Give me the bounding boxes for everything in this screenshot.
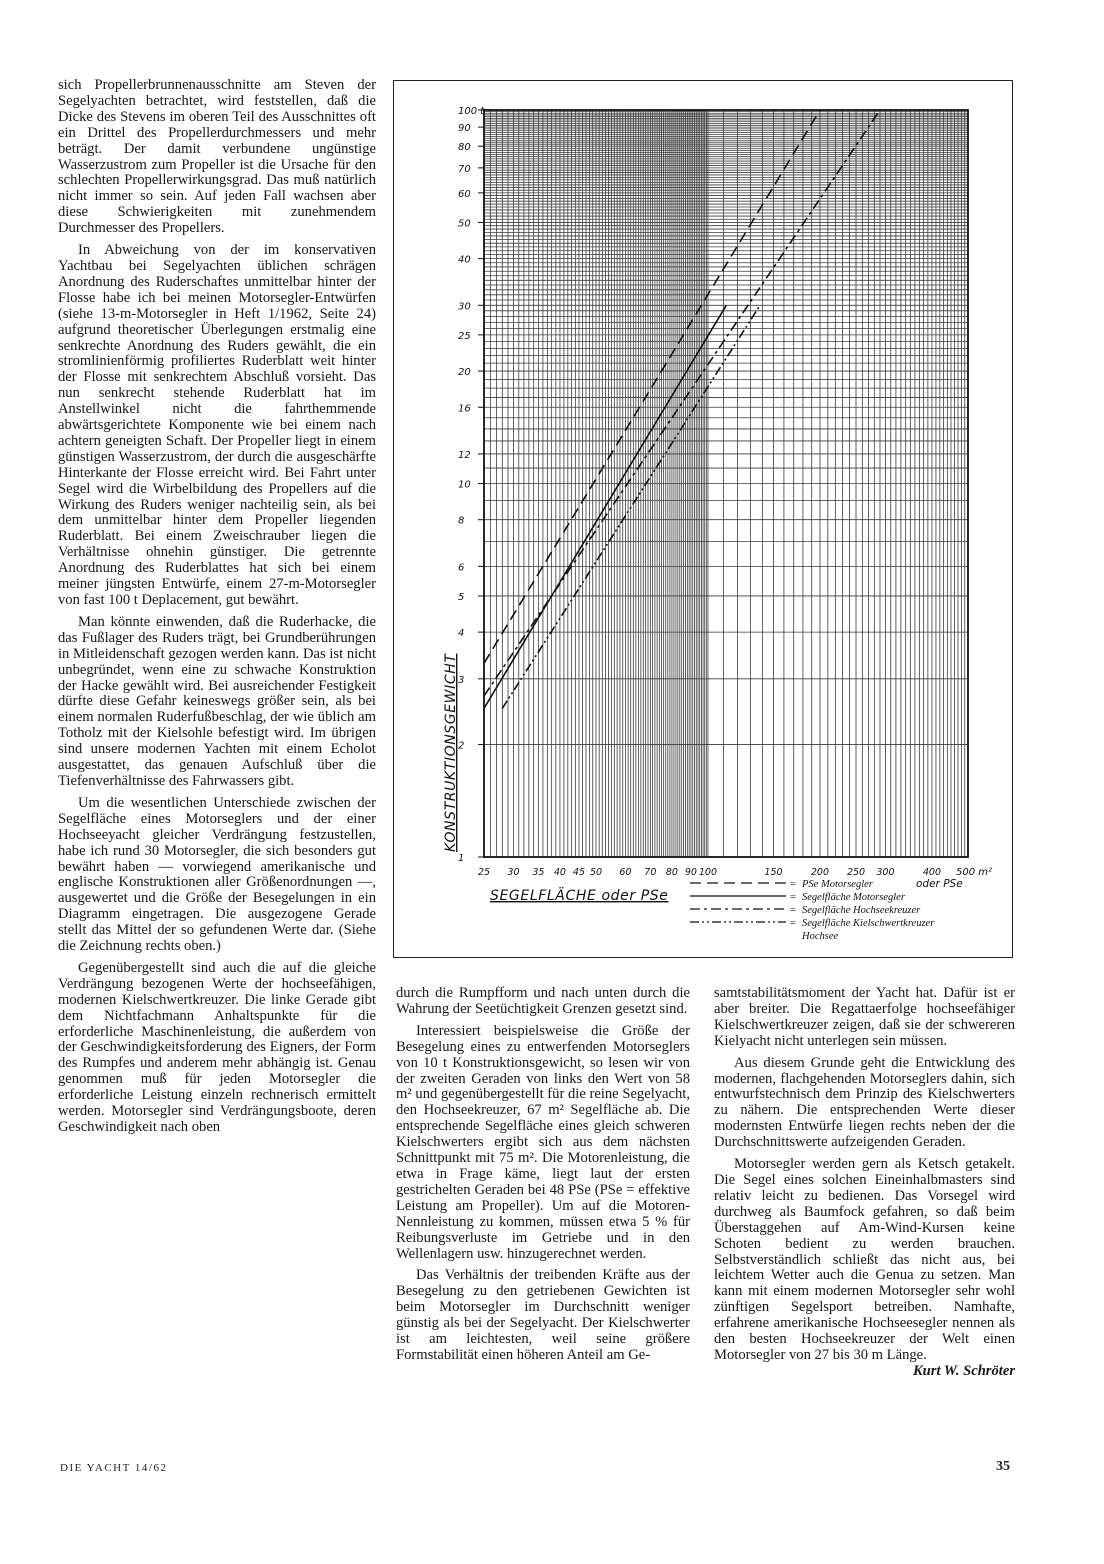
x-tick-label: 300	[876, 867, 895, 878]
y-tick-label: 25	[458, 330, 471, 342]
y-tick-label: 8	[458, 515, 465, 527]
legend-equals: =	[790, 879, 796, 890]
x-axis-title: SEGELFLÄCHE oder PSe	[490, 888, 669, 904]
x-tick-label: 35	[532, 867, 545, 878]
legend-equals: =	[790, 892, 796, 903]
x-tick-label: 25	[477, 867, 491, 878]
y-tick-label: 2	[458, 740, 465, 752]
y-tick-label: 40	[458, 254, 471, 266]
chart-svg	[394, 81, 1012, 957]
y-tick-label: 4	[458, 628, 465, 640]
y-tick-label: 6	[458, 562, 465, 574]
y-tick-label: 10	[458, 479, 471, 491]
x-tick-label: 150	[764, 867, 783, 878]
x-tick-label: 80	[665, 867, 678, 878]
x-tick-label: 30	[507, 867, 520, 878]
legend-label-4: Segelfläche Kielschwertkreuzer Hochsee	[802, 918, 935, 942]
y-tick-label: 50	[458, 218, 471, 230]
author-signature: Kurt W. Schröter	[912, 1362, 1015, 1379]
x-tick-label: 45	[572, 867, 586, 878]
right-column-paragraph: samtstabilitätsmoment der Yacht hat. Dafür ist er aber breiter. Die Regattaerfolge hochseefähiger Kielschwertkreuzer zeigen, daß sie der schwereren Kielyacht nicht unterlegen sein müssen.	[714, 985, 1015, 1049]
legend-equals: =	[790, 905, 796, 916]
x-tick-label: 400	[922, 867, 942, 878]
y-tick-label: 5	[458, 591, 465, 603]
series-line-4	[502, 305, 760, 708]
middle-column-paragraph: Interessiert beispielsweise die Größe der Besegelung eines zu entwerfenden Motorseglers von 10 t Konstruktionsgewicht, so lesen wir von der zweiten Geraden von links den Wert von 58 m² und gegenübergestellt für die reine Segelyacht, den Hochseekreuzer, 67 m² Segelfläche ab. Die entsprechende Segelfläche eines gleich schweren Kielschwerters ergibt sich aus dem nächsten Schnittpunkt mit 75 m². Die Motorenleistung, die etwa in Frage käme, liegt laut der ersten gestrichelten Geraden bei 48 PSe (PSe = effektive Leistung am Propeller). Um auf die Motoren-Nennleistung zu kommen, müssen etwa 5 % für Reibungsverluste im Getriebe und in den Wellenlagern usw. hinzugerechnet werden.	[396, 1022, 690, 1262]
right-column-paragraph: Motorsegler werden gern als Ketsch getakelt. Die Segel eines solchen Eineinhalbmasters sind relativ leicht zu bedienen. Das Vorsegel wird durchweg als Baumfock gefahren, so daß beim Überstaggehen auf Am-Wind-Kursen keine Schoten bedient zu werden brauchen. Selbstverständlich schließt das nicht aus, bei leichtem Wetter auch die Genua zu setzen. Man kann mit einem modernen Motorsegler sehr wohl zünftigen Segelsport betreiben. Namhafte, erfahrene amerikanische Hochseesegler nennen als den besten Hochseekreuzer der Welt einen Motorsegler von 27 bis 30 m Länge. Kurt W. Schröter	[714, 1156, 1015, 1379]
y-tick-label: 3	[458, 674, 465, 686]
y-tick-label: 16	[458, 403, 471, 415]
left-column-paragraph: Man könnte einwenden, daß die Ruderhacke, die das Fußlager des Ruders trägt, bei Grundberührungen in Mitleidenschaft gezogen werden kann. Das ist nicht unbegründet, wenn eine zu schwache Konstruktion der Hacke gewählt wird. Bei ausreichender Festigkeit dürfte diese Gefahr keineswegs größer sein, als bei einem normalen Ruderfußbeschlag, der wie üblich am Totholz mit der Kielsohle befestigt wird. Im übrigen sind unsere modernen Yachten mit einem Echolot ausgestattet, das genauen Aufschluß über die Tiefenverhältnisse des Fahrwassers gibt.	[58, 613, 376, 789]
right-column-paragraph: Aus diesem Grunde geht die Entwicklung des modernen, flachgehenden Motorseglers dahin, sich entwurfstechnisch dem Prinzip des Kielschwerters zu nähern. Die entsprechenden Werte dieser modernsten Entwürfe liegen rechts neben der die Durchschnittswerte aufzeigenden Geraden.	[714, 1054, 1015, 1151]
x-tick-label: 40	[553, 867, 566, 878]
text-column-left	[58, 78, 376, 1142]
text-column-right	[714, 986, 1015, 1380]
y-tick-label: 1	[458, 853, 465, 864]
y-tick-label: 90	[458, 123, 471, 135]
page-number: 35	[996, 1459, 1010, 1474]
y-tick-label: 12	[458, 449, 471, 461]
x-tick-label: 100	[698, 867, 718, 878]
left-column-paragraph: Gegenübergestellt sind auch die auf die gleiche Verdrängung bezogenen Werte der hochseefähigen, modernen Kielschwertkreuzer. Die linke Gerade gibt dem Nichtfachmann Anhaltspunkte für die erforderliche Maschinenleistung, die außerdem von der Geschwindigkeitsforderung des Eigners, der Form des Rumpfes und anderem mehr abhängig ist. Genau genommen muß für jeden Motorsegler die erforderliche Leistung einzeln rechnerisch ermittelt werden. Motorsegler sind Verdrängungsboote, deren Geschwindigkeit nach oben	[58, 959, 376, 1135]
x-tick-label: 90	[684, 867, 697, 878]
footer-journal-title: DIE YACHT 14/62	[60, 1462, 168, 1474]
y-tick-label: 80	[458, 142, 471, 154]
text-column-middle	[396, 986, 690, 1370]
y-axis-title: KONSTRUKTIONSGEWICHT	[443, 653, 459, 852]
y-tick-label: 20	[458, 367, 471, 379]
legend-label-1: PSe Motorsegler	[802, 879, 873, 890]
x-tick-label: 50	[589, 867, 603, 878]
x-tick-label: 70	[644, 867, 657, 878]
left-column-paragraph: In Abweichung von der im konservativen Yachtbau bei Segelyachten üblichen schrägen Anordnung des Ruderschaftes unmittelbar hinter der Flosse habe ich bei meinen Motorsegler-Entwürfen (siehe 13-m-Motorsegler in Heft 1/1962, Seite 24) aufgrund theoretischer Überlegungen erstmalig eine senkrechte Anordnung des Ruders gewählt, die ein stromlinienförmig profiliertes Ruderblatt weit hinter der Flosse mit senkrechtem Abschluß vorsieht. Das nun senkrecht stehende Ruderblatt hat im Anstellwinkel nicht die fahrthemmende abwärtsgerichtete Komponente wie bei einem nach achtern geneigten Schaft. Der Propeller liegt in einem günstigen Wasserzustrom, der durch die ausgeschärfte Hinterkante der Flosse erreicht wird. Bei Fahrt unter Segel wird die Wirbelbildung des Propellers auf die Wirkung des Ruders weniger nachteilig sein, als bei dem unmittelbar hinter dem Propeller liegenden Ruderblatt. Bei einem Zweischrauber liegen die Verhältnisse ohnehin günstiger. Die getrennte Anordnung des Ruderblattes hat sich bei einem meiner jüngsten Entwürfe, einem 27-m-Motorsegler von fast 100 t Deplacement, gut bewährt.	[58, 242, 376, 608]
legend-label-3: Segelfläche Hochseekreuzer	[802, 905, 921, 916]
y-tick-label: 70	[458, 163, 471, 175]
x-tick-label: 250	[846, 867, 866, 878]
middle-column-paragraph: Das Verhältnis der treibenden Kräfte aus der Besegelung zu den getriebenen Gewichten ist beim Motorsegler im Durchschnitt weniger günstig als bei der Segelyacht. Der Kielschwerter ist am leichtesten, weil seine größere Formstabilität einen höheren Anteil am Ge-	[396, 1267, 690, 1363]
left-column-paragraph: Um die wesentlichen Unterschiede zwischen der Segelfläche eines Motorseglers und der einer Hochseeyacht gleicher Verdrängung festzustellen, habe ich rund 30 Motorsegler, die sich besonders gut bewährt haben — vorwiegend amerikanische und englische Konstruktionen aller Größenordnungen —, ausgewertet und die Größe der Besegelungen in ein Diagramm eingetragen. Die ausgezogene Gerade stellt das Mittel der so gefundenen Werte dar. (Siehe die Zeichnung rechts oben.)	[58, 794, 376, 955]
middle-column-paragraph: durch die Rumpfform und nach unten durch die Wahrung der Seetüchtigkeit Grenzen gesetzt sind.	[396, 985, 690, 1017]
y-tick-label: 60	[458, 188, 471, 200]
x-tick-label: 60	[619, 867, 632, 878]
chart-frame	[393, 80, 1013, 958]
left-column-paragraph: sich Propellerbrunnenausschnitte am Steven der Segelyachten betrachtet, wird feststellen, daß die Dicke des Stevens im oberen Teil des Ausschnittes oft ein Drittel des Propellerdurchmessers und mehr beträgt. Der damit verbundene ungünstige Wasserzustrom zum Propeller ist die Ursache für den schlechten Propellerwirkungsgrad. Das muß natürlich nicht immer so sein. Auf jeden Fall wachsen aber diese Schwierigkeiten mit zunehmendem Durchmesser des Propellers.	[58, 77, 376, 237]
x-unit-note: oder PSe	[916, 878, 963, 890]
legend-equals: =	[790, 918, 796, 929]
y-tick-label: 30	[458, 301, 471, 313]
legend-label-2: Segelfläche Motorsegler	[802, 892, 905, 903]
x-tick-label: 200	[810, 867, 830, 878]
x-tick-label: 500 m²	[956, 867, 993, 878]
y-tick-label: 100 t	[458, 106, 485, 117]
